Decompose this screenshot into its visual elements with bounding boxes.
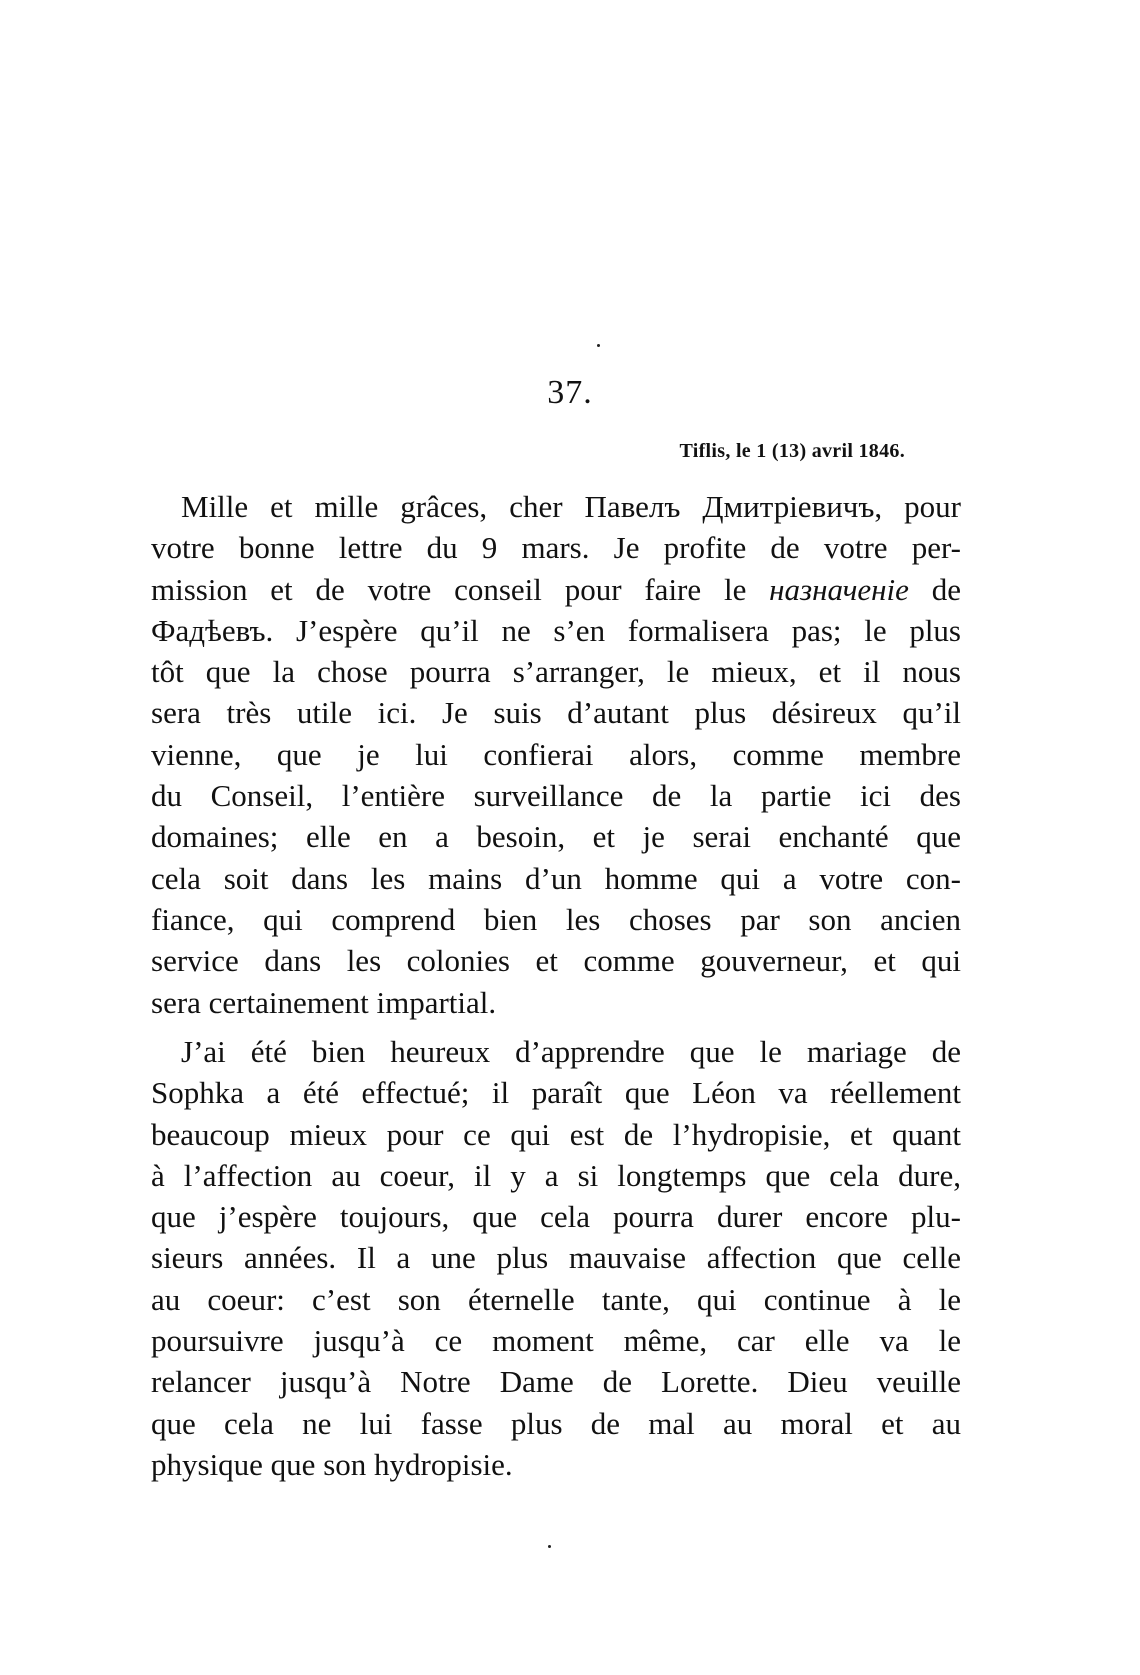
text-fragment: de: [931, 571, 962, 607]
text-line: fiance, qui comprend bien les choses par son ancien: [151, 901, 961, 937]
text-line: service dans les colonies et comme gouverneur, et qui: [151, 943, 961, 979]
text-line: tôt que la chose pourra s’arranger, le mieux, et il nous: [151, 654, 961, 690]
text-line: que j’espère toujours, que cela pourra durer encore plu-: [151, 1199, 961, 1235]
text-line: vienne, que je lui confierai alors, comme membre: [151, 736, 961, 772]
italic-russian-word: назначеніе: [769, 571, 909, 607]
text-line: beaucoup mieux pour ce qui est de l’hydropisie, et quant: [151, 1116, 961, 1152]
text-line: sera très utile ici. Je suis d’autant plus désireux qu’il: [151, 695, 961, 731]
text-line: votre bonne lettre du 9 mars. Je profite de votre per-: [151, 530, 961, 566]
text-line: domaines; elle en a besoin, et je serai enchanté que: [151, 819, 961, 855]
letter-dateline: Tiflis, le 1 (13) avril 1846.: [679, 440, 905, 462]
text-line: Sophka a été effectué; il paraît que Léon va réellement: [151, 1075, 961, 1111]
print-speck: [597, 344, 600, 347]
text-line: [151, 569, 961, 610]
text-line: sera certainement impartial.: [151, 984, 497, 1020]
text-line: Фадѣевъ. J’espère qu’il ne s’en formalisera pas; le plus: [151, 612, 961, 648]
print-speck: [548, 1545, 551, 1548]
text-line: physique que son hydropisie.: [151, 1446, 513, 1482]
text-line: du Conseil, l’entière surveillance de la partie ici des: [151, 778, 961, 814]
text-line: à l’affection au coeur, il y a si longtemps que cela dure,: [151, 1157, 961, 1193]
text-line: relancer jusqu’à Notre Dame de Lorette. Dieu veuille: [151, 1364, 961, 1400]
paragraph-1: [151, 486, 961, 1023]
text-line: J’ai été bien heureux d’apprendre que le mariage de: [181, 1034, 961, 1069]
text-line: Mille et mille grâces, cher Павелъ Дмитріевичъ, pour: [181, 489, 961, 524]
paragraph-2: [151, 1031, 961, 1485]
text-line: au coeur: c’est son éternelle tante, qui continue à le: [151, 1281, 961, 1317]
text-line: cela soit dans les mains d’un homme qui a votre con-: [151, 860, 961, 896]
letter-number: 37.: [547, 374, 593, 411]
text-line: poursuivre jusqu’à ce moment même, car elle va le: [151, 1323, 961, 1359]
text-fragment: mission et de votre conseil pour faire le: [151, 571, 747, 607]
text-line: sieurs années. Il a une plus mauvaise affection que celle: [151, 1240, 961, 1276]
text-line: que cela ne lui fasse plus de mal au moral et au: [151, 1405, 961, 1441]
